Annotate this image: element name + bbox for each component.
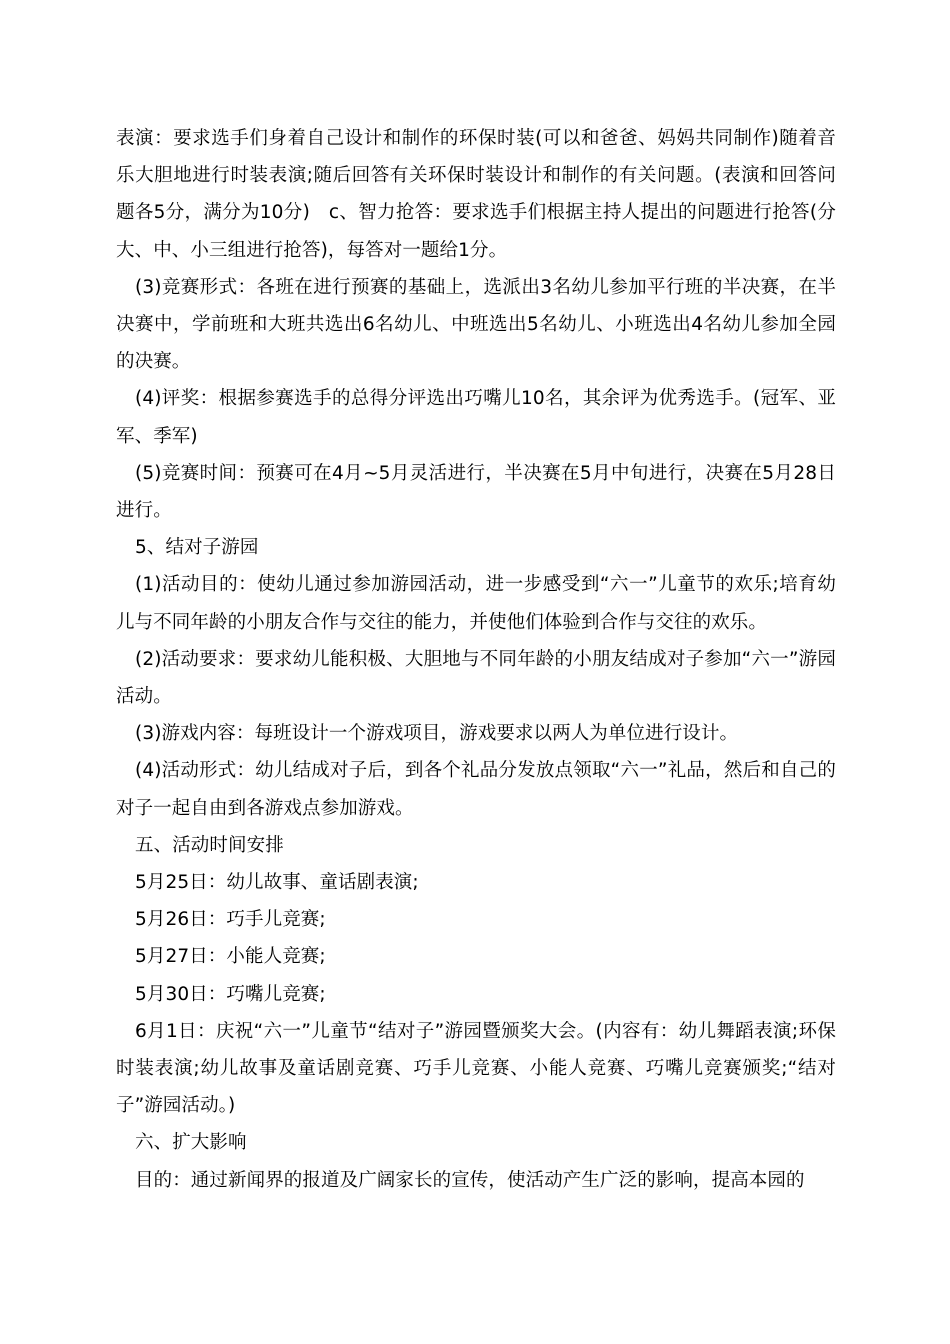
paragraph-performance-rules: 表演：要求选手们身着自己设计和制作的环保时装(可以和爸爸、妈妈共同制作)随着音乐大胆地进行时装表演;随后回答有关环保时装设计和制作的有关问题。(表演和回答问题各5分，满分为10分) c、智力抢答：要求选手们根据主持人提出的问题进行抢答(分大、中、小三组进行抢答)，每答对一题给1分。 (116, 128, 836, 261)
paragraph-game-content: (3)游戏内容：每班设计一个游戏项目，游戏要求以两人为单位进行设计。 (135, 723, 739, 745)
paragraph-influence-purpose: 目的：通过新闻界的报道及广阔家长的宣传，使活动产生广泛的影响，提高本园的 (135, 1169, 805, 1191)
document-body (116, 120, 836, 1199)
paragraph-activity-format: (4)活动形式：幼儿结成对子后，到各个礼品分发放点领取“六一”礼品，然后和自己的对子一起自由到各游戏点参加游戏。 (116, 760, 836, 819)
section-heading-expand-influence: 六、扩大影响 (135, 1132, 247, 1154)
schedule-item-may-27: 5月27日：小能人竞赛; (135, 946, 326, 968)
paragraph-activity-purpose: (1)活动目的：使幼儿通过参加游园活动，进一步感受到“六一”儿童节的欢乐;培育幼儿与不同年龄的小朋友合作与交往的能力，并使他们体验到合作与交往的欢乐。 (116, 574, 836, 633)
section-heading-schedule: 五、活动时间安排 (135, 834, 284, 856)
paragraph-competition-format: (3)竞赛形式：各班在进行预赛的基础上，选派出3名幼儿参加平行班的半决赛，在半决赛中，学前班和大班共选出6名幼儿、中班选出5名幼儿、小班选出4名幼儿参加全园的决赛。 (116, 276, 836, 373)
section-heading-pairing-garden: 5、结对子游园 (135, 537, 259, 559)
schedule-item-may-26: 5月26日：巧手儿竞赛; (135, 909, 326, 931)
schedule-item-june-1: 6月1日：庆祝“六一”儿童节“结对子”游园暨颁奖大会。(内容有：幼儿舞蹈表演;环保时装表演;幼儿故事及童话剧竞赛、巧手儿竞赛、小能人竞赛、巧嘴儿竞赛颁奖;“结对子”游园活动。) (116, 1020, 836, 1117)
paragraph-activity-requirements: (2)活动要求：要求幼儿能积极、大胆地与不同年龄的小朋友结成对子参加“六一”游园活动。 (116, 648, 836, 708)
paragraph-awards: (4)评奖：根据参赛选手的总得分评选出巧嘴儿10名，其余评为优秀选手。(冠军、亚军、季军) (116, 388, 836, 447)
paragraph-competition-time: (5)竞赛时间：预赛可在4月~5月灵活进行，半决赛在5月中旬进行，决赛在5月28日进行。 (116, 462, 836, 522)
schedule-item-may-25: 5月25日：幼儿故事、童话剧表演; (135, 872, 419, 894)
schedule-item-may-30: 5月30日：巧嘴儿竞赛; (135, 983, 326, 1005)
